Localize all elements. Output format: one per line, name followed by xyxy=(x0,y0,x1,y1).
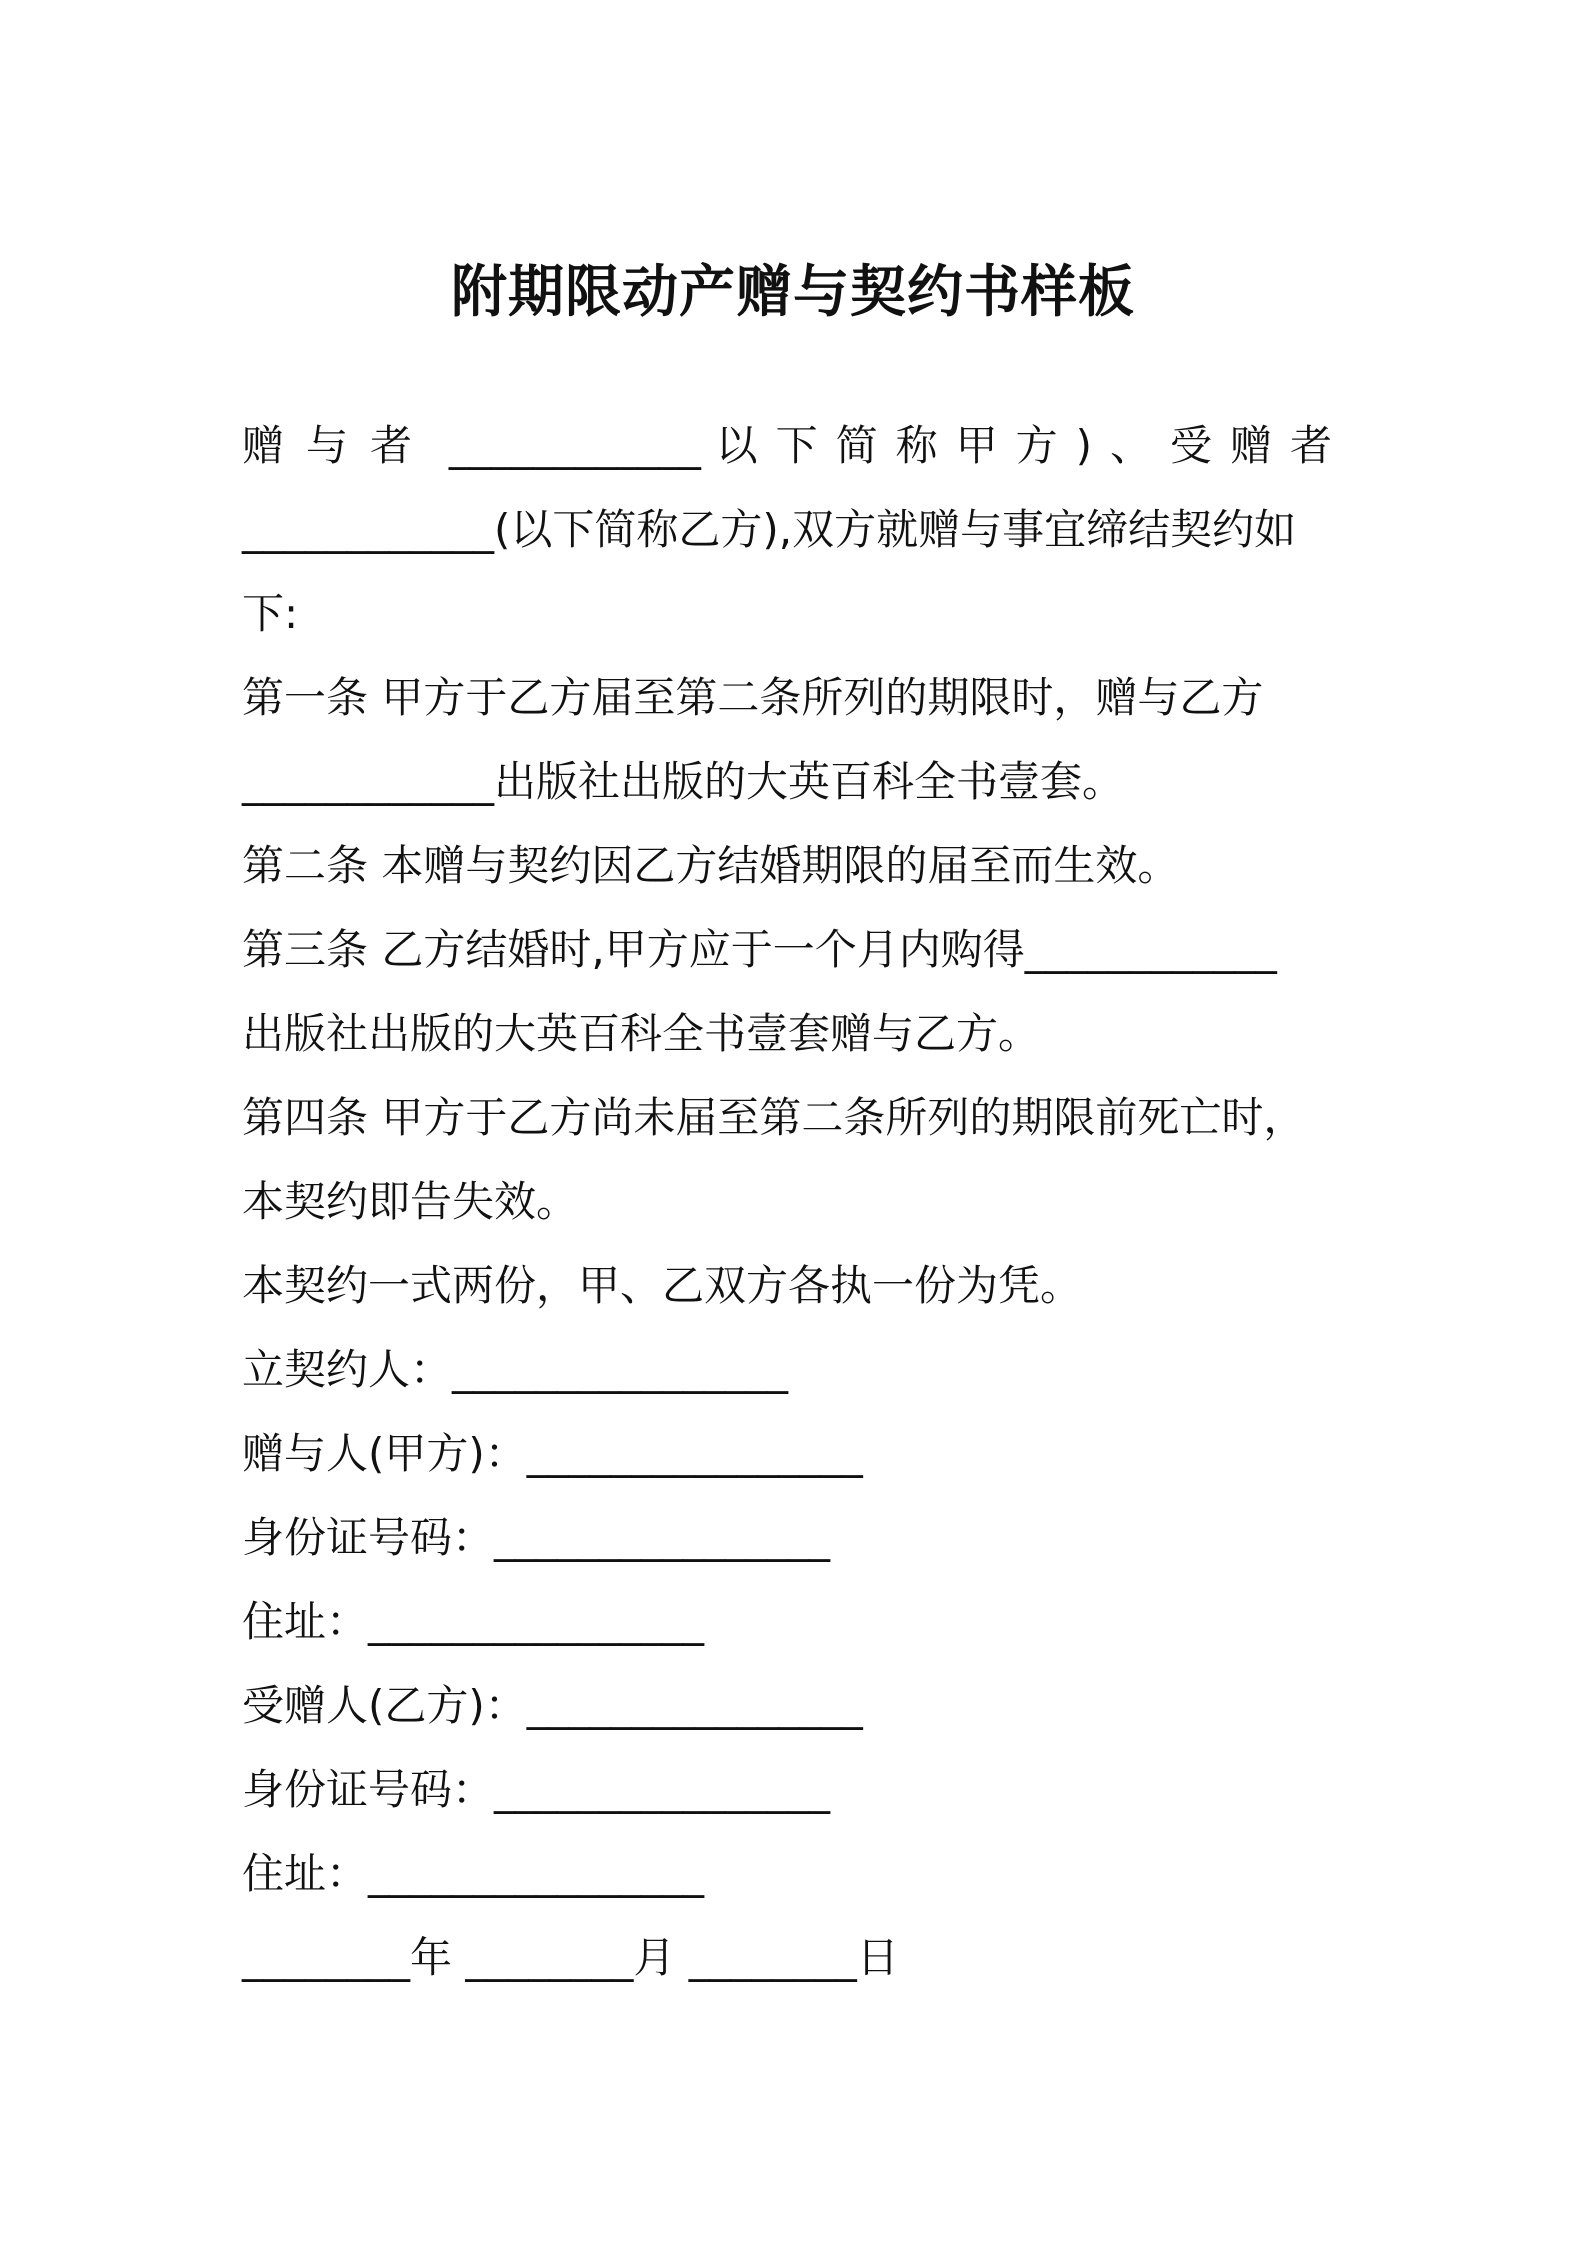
intro-line-3: 下: xyxy=(242,589,299,638)
signature-donee-address: 住址：________________ xyxy=(242,1849,705,1898)
article-1-line-1: 第一条 甲方于乙方届至第二条所列的期限时，赠与乙方 xyxy=(242,673,1264,722)
signature-donee: 受赠人(乙方)：________________ xyxy=(242,1681,863,1730)
intro-line-1 xyxy=(242,404,1350,488)
signature-donor-address: 住址：________________ xyxy=(242,1597,705,1646)
date-line: ________年 ________月 ________日 xyxy=(242,1933,899,1982)
article-4-line-1: 第四条 甲方于乙方尚未届至第二条所列的期限前死亡时， xyxy=(242,1093,1306,1142)
document-title: 附期限动产赠与契约书样板 xyxy=(451,260,1135,325)
signature-donor-id: 身份证号码：________________ xyxy=(242,1513,831,1562)
article-1-line-2: ____________出版社出版的大英百科全书壹套。 xyxy=(242,757,1125,806)
signature-donor: 赠与人(甲方)：________________ xyxy=(242,1429,863,1478)
intro-line-2: ____________(以下简称乙方),双方就赠与事宜缔结契约如 xyxy=(242,505,1297,554)
intro-donor-label: 赠与者 xyxy=(242,421,435,470)
intro-donee-label: 以下简称甲方)、受赠者 xyxy=(715,421,1350,470)
signature-donee-id: 身份证号码：________________ xyxy=(242,1765,831,1814)
article-2-line-1: 第二条 本赠与契约因乙方结婚期限的届至而生效。 xyxy=(242,841,1180,890)
signature-contractor: 立契约人：________________ xyxy=(242,1345,789,1394)
copies-clause: 本契约一式两份，甲、乙双方各执一份为凭。 xyxy=(242,1261,1083,1310)
article-4-line-2: 本契约即告失效。 xyxy=(242,1177,579,1226)
article-3-line-2: 出版社出版的大英百科全书壹套赠与乙方。 xyxy=(242,1009,1041,1058)
article-3-line-1: 第三条 乙方结婚时,甲方应于一个月内购得____________ xyxy=(242,925,1277,974)
intro-donor-blank: ____________ xyxy=(448,421,701,470)
contract-body xyxy=(242,404,1350,2000)
